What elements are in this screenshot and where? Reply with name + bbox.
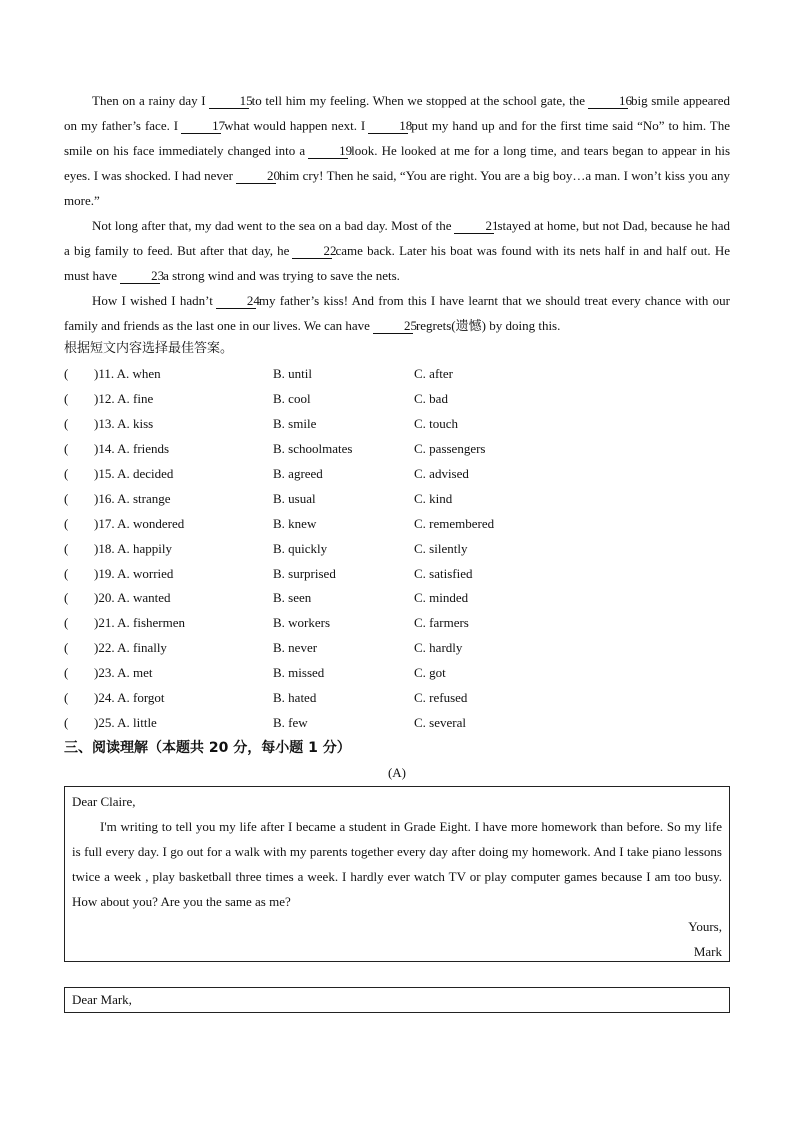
question-row (64, 611, 664, 636)
blank-16: 16 (588, 93, 628, 109)
answer-paren[interactable]: ( (64, 640, 69, 656)
letter-signature: Mark (693, 944, 722, 959)
option-b: B. agreed (273, 465, 323, 481)
question-label: )12. A. fine (94, 390, 154, 406)
option-b: B. few (273, 715, 308, 731)
question-label: )24. A. forgot (94, 690, 165, 706)
answer-paren[interactable]: ( (64, 540, 69, 556)
passage-paragraph-2: Not long after that, my dad went to the sea on a bad day. Most of the 21stayed at home, but not Dad, because he had a big family to feed. But after that day, he 22came back. Later his boat was found with its nets half in and half out. He must have 23a strong wind and was trying to save the nets. (64, 218, 730, 283)
question-row (64, 387, 664, 412)
blank-20: 20 (236, 168, 276, 184)
option-b: B. cool (273, 390, 311, 406)
question-row (64, 537, 664, 562)
blank-21: 21 (454, 218, 494, 234)
answer-paren[interactable]: ( (64, 490, 69, 506)
passage-paragraph-1: Then on a rainy day I 15to tell him my feeling. When we stopped at the school gate, the 16big smile appeared on my father’s face. I 17what would happen next. I 18put my hand up and for the first time said “No” to him. The smile on his face immediately changed into a 19look. He looked at me for a long time, and tears began to appear in his eyes. I was shocked. I had never 20him cry! Then he said, “You are right. You are a big boy…a man. I won’t kiss you any more.” (64, 93, 730, 208)
passage-paragraph-3: How I wished I hadn’t 24my father’s kiss! And from this I have learnt that we should treat every chance with our family and friends as the last one in our lives. We can have 25regrets(遗憾) by doing this. (64, 293, 730, 333)
option-b: B. surprised (273, 565, 336, 581)
question-row (64, 586, 664, 611)
question-instruction: 根据短文内容选择最佳答案。 (64, 341, 234, 356)
question-row (64, 462, 664, 487)
question-row (64, 412, 664, 437)
blank-23: 23 (120, 268, 160, 284)
option-b: B. quickly (273, 540, 328, 556)
question-row (64, 362, 664, 387)
letter-box-claire (64, 786, 730, 962)
question-row (64, 686, 664, 711)
section-subtitle: (A) (387, 765, 407, 780)
question-label: )19. A. worried (94, 565, 174, 581)
answer-paren[interactable]: ( (64, 366, 69, 381)
answer-paren[interactable]: ( (64, 465, 69, 481)
option-b: B. knew (273, 515, 317, 531)
option-b: B. seen (273, 590, 312, 606)
question-label: )22. A. finally (94, 640, 167, 656)
option-c: C. minded (414, 590, 469, 606)
question-row (64, 636, 664, 661)
question-label: )16. A. strange (94, 490, 171, 506)
question-label: )14. A. friends (94, 440, 170, 456)
option-c: C. kind (414, 490, 453, 506)
question-row (64, 661, 664, 686)
question-row (64, 487, 664, 512)
question-label: )20. A. wanted (94, 590, 171, 606)
answer-paren[interactable]: ( (64, 390, 69, 406)
blank-18: 18 (368, 118, 408, 134)
option-c: C. advised (414, 465, 469, 481)
option-c: C. passengers (414, 440, 486, 456)
blank-24: 24 (216, 293, 256, 309)
section-title: 三、阅读理解（本题共 20 分，每小题 1 分） (64, 740, 351, 756)
question-label: )18. A. happily (94, 540, 172, 556)
letter-greeting: Dear Mark, (72, 992, 132, 1007)
letter-box-mark (64, 987, 730, 1013)
question-label: )21. A. fishermen (94, 615, 185, 631)
answer-paren[interactable]: ( (64, 715, 69, 731)
option-c: C. refused (414, 690, 468, 706)
question-label: )23. A. met (94, 665, 153, 681)
letter-greeting: Dear Claire, (72, 794, 136, 809)
question-label: )13. A. kiss (94, 415, 154, 431)
option-c: C. farmers (414, 615, 469, 631)
answer-paren[interactable]: ( (64, 590, 69, 606)
option-c: C. several (414, 715, 466, 731)
answer-paren[interactable]: ( (64, 665, 69, 681)
multiple-choice-list (64, 362, 664, 736)
option-c: C. silently (414, 540, 468, 556)
option-c: C. after (414, 366, 453, 381)
option-b: B. usual (273, 490, 316, 506)
option-c: C. bad (414, 390, 448, 406)
option-b: B. hated (273, 690, 317, 706)
question-row (64, 512, 664, 537)
answer-paren[interactable]: ( (64, 615, 69, 631)
letter-closing: Yours, (688, 919, 722, 934)
cloze-passage (64, 88, 730, 338)
question-label: )15. A. decided (94, 465, 174, 481)
letter-body: I'm writing to tell you my life after I became a student in Grade Eight. I have more homework than before. So my life is full every day. I go out for a walk with my parents together every day after doing my homework. And I take piano lessons twice a week , play basketball three times a week. I hardly ever watch TV or play computer games because I am too busy. How about you? Are you the same as me? (72, 819, 722, 909)
question-label: )17. A. wondered (94, 515, 185, 531)
option-b: B. until (273, 366, 313, 381)
answer-paren[interactable]: ( (64, 515, 69, 531)
option-c: C. remembered (414, 515, 495, 531)
blank-25: 25 (373, 318, 413, 334)
option-c: C. satisfied (414, 565, 473, 581)
option-c: C. got (414, 665, 446, 681)
answer-paren[interactable]: ( (64, 690, 69, 706)
blank-22: 22 (292, 243, 332, 259)
blank-19: 19 (308, 143, 348, 159)
answer-paren[interactable]: ( (64, 415, 69, 431)
answer-paren[interactable]: ( (64, 440, 69, 456)
question-row (64, 562, 664, 587)
question-label: )11. A. when (94, 366, 161, 381)
option-c: C. touch (414, 415, 459, 431)
blank-17: 17 (181, 118, 221, 134)
option-b: B. missed (273, 665, 325, 681)
blank-15: 15 (209, 93, 249, 109)
answer-paren[interactable]: ( (64, 565, 69, 581)
question-label: )25. A. little (94, 715, 157, 731)
option-c: C. hardly (414, 640, 463, 656)
option-b: B. workers (273, 615, 331, 631)
question-row (64, 437, 664, 462)
question-row (64, 711, 664, 736)
option-b: B. never (273, 640, 318, 656)
option-b: B. schoolmates (273, 440, 353, 456)
option-b: B. smile (273, 415, 317, 431)
